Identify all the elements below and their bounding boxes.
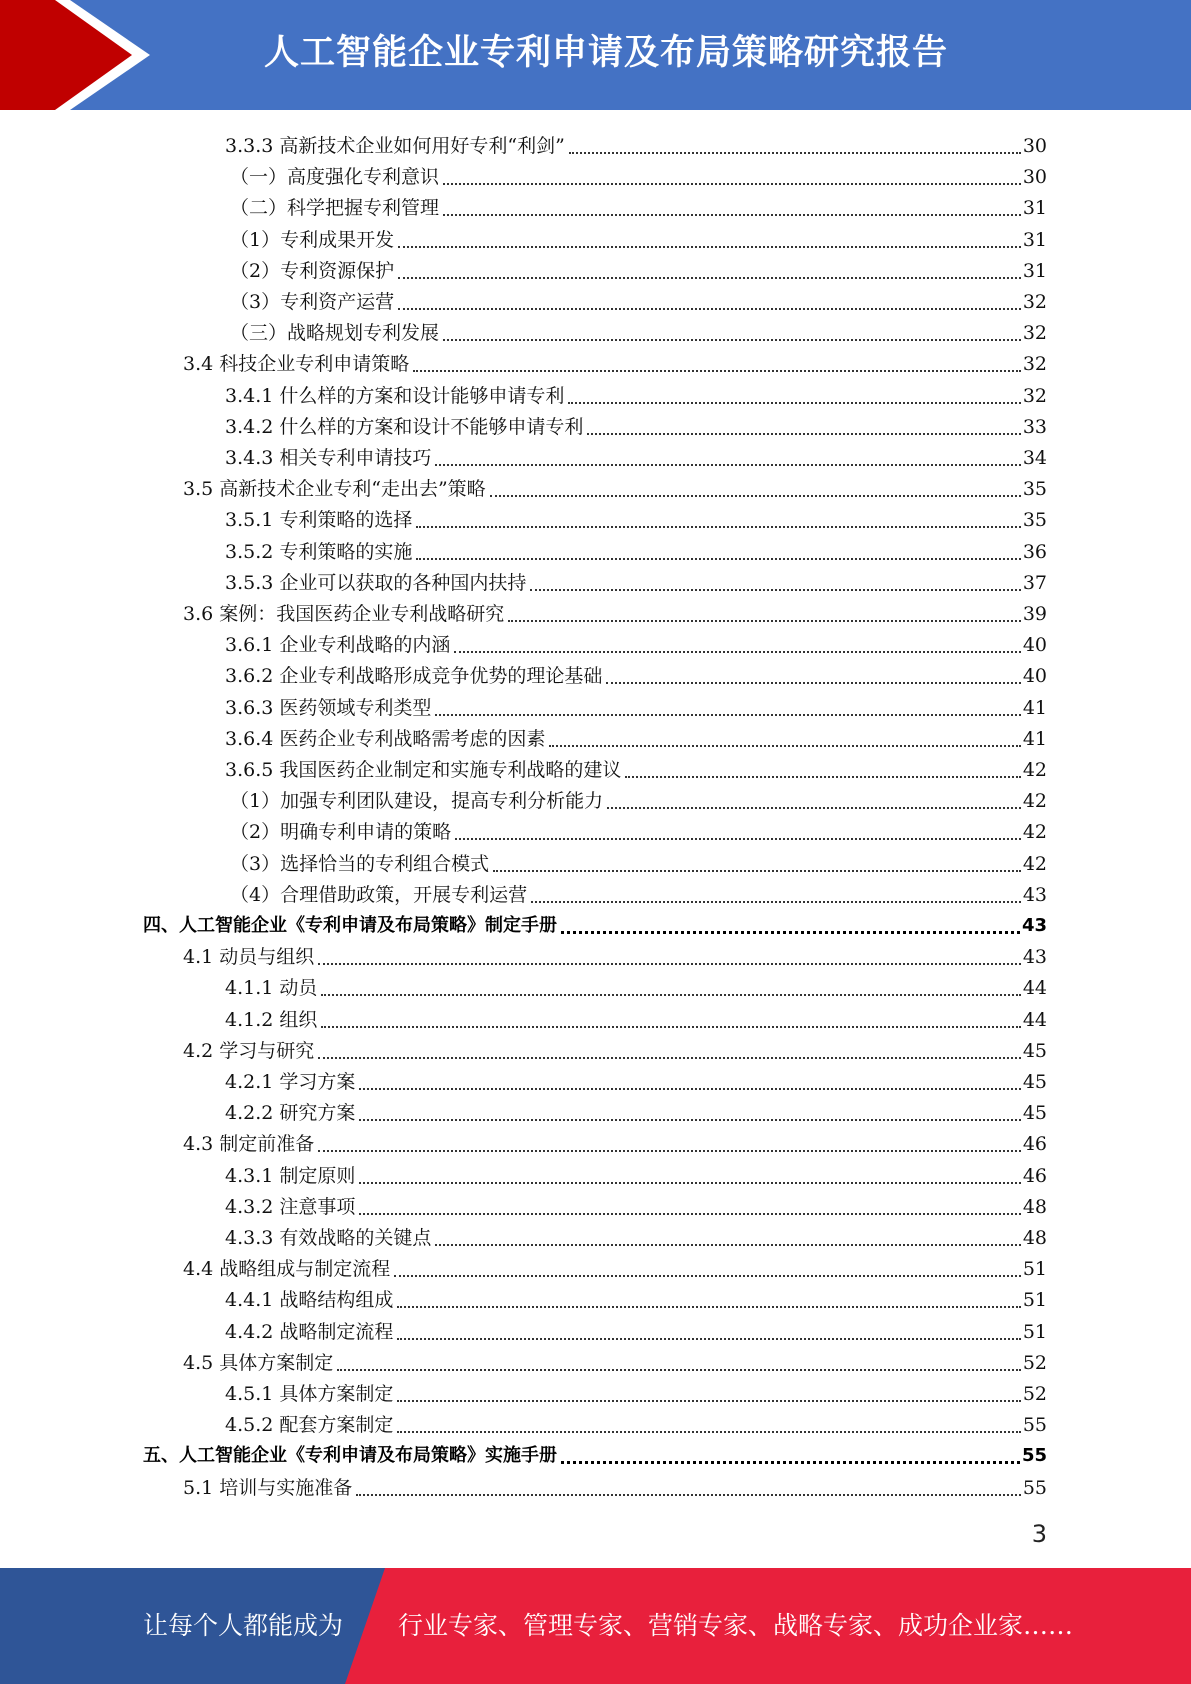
toc-entry-label: 4.2.1 学习方案 [225, 1071, 356, 1093]
toc-entry-label: （2）专利资源保护 [230, 259, 395, 282]
toc-entry-label: （1）加强专利团队建设，提高专利分析能力 [230, 790, 604, 813]
toc-dot-leader [356, 1494, 1021, 1496]
toc-dot-leader [569, 152, 1021, 154]
toc-entry-label: 4.4.2 战略制定流程 [225, 1320, 394, 1343]
toc-dot-leader [530, 589, 1020, 591]
toc-entry-page: 35 [1022, 478, 1047, 501]
toc-dot-leader [398, 277, 1021, 279]
toc-entry-label: 3.4.3 相关专利申请技巧 [225, 447, 432, 469]
toc-entry-page: 31 [1022, 259, 1047, 282]
toc-dot-leader [397, 1431, 1020, 1433]
toc-entry-page: 48 [1022, 1195, 1047, 1218]
toc-entry-page: 55 [1022, 1476, 1047, 1499]
toc-entry-page: 45 [1022, 1102, 1047, 1125]
toc-entry[interactable] [0, 409, 1191, 440]
toc-entry-label: 4.3.1 制定原则 [225, 1164, 356, 1187]
toc-entry-label: 4.5 具体方案制定 [183, 1351, 334, 1374]
chevron-arrow-icon [0, 0, 160, 110]
toc-entry[interactable] [0, 627, 1191, 658]
toc-entry-label: 4.1.1 动员 [225, 977, 318, 1000]
toc-entry-page: 41 [1022, 727, 1047, 750]
toc-entry[interactable] [0, 284, 1191, 315]
toc-entry[interactable] [0, 128, 1191, 159]
toc-entry[interactable] [0, 190, 1191, 221]
footer-slogan-left: 让每个人都能成为 [143, 1611, 344, 1640]
toc-entry-page: 33 [1022, 415, 1047, 438]
toc-entry-label: 4.5.2 配套方案制定 [225, 1414, 394, 1437]
toc-entry-page: 30 [1022, 166, 1047, 189]
toc-entry-label: 4.2.2 研究方案 [225, 1102, 356, 1125]
toc-entry[interactable] [0, 1220, 1191, 1251]
toc-dot-leader [397, 1400, 1020, 1402]
toc-entry-label: （3）选择恰当的专利组合模式 [230, 852, 490, 875]
toc-entry-label: 3.6.3 医药领域专利类型 [225, 696, 432, 719]
toc-entry-page: 39 [1022, 603, 1047, 625]
toc-dot-leader [416, 558, 1020, 560]
toc-entry-page: 43 [1021, 915, 1047, 936]
toc-entry[interactable] [0, 658, 1191, 689]
toc-entry[interactable] [0, 502, 1191, 533]
toc-entry[interactable] [0, 908, 1191, 939]
toc-entry[interactable] [0, 970, 1191, 1001]
toc-dot-leader [359, 1213, 1020, 1215]
toc-dot-leader [454, 651, 1020, 653]
toc-entry-label: 4.1 动员与组织 [183, 946, 315, 969]
toc-entry[interactable] [0, 783, 1191, 814]
toc-entry[interactable] [0, 1095, 1191, 1126]
toc-entry-label: 4.5.1 具体方案制定 [225, 1383, 394, 1405]
toc-entry[interactable] [0, 690, 1191, 721]
toc-entry-label: 3.4.2 什么样的方案和设计不能够申请专利 [225, 415, 584, 438]
toc-dot-leader [435, 1244, 1020, 1246]
toc-entry[interactable] [0, 939, 1191, 970]
toc-entry-label: 3.5.1 专利策略的选择 [225, 509, 413, 532]
toc-dot-leader [397, 1306, 1020, 1308]
toc-entry-page: 45 [1022, 1071, 1047, 1093]
toc-entry-label: 4.2 学习与研究 [183, 1039, 315, 1062]
toc-entry-page: 42 [1022, 821, 1047, 844]
toc-entry-label: 4.1.2 组织 [225, 1008, 318, 1031]
toc-dot-leader [321, 1026, 1020, 1028]
toc-entry[interactable] [0, 1126, 1191, 1157]
toc-entry-page: 40 [1022, 634, 1047, 657]
toc-entry-label: 3.6 案例：我国医药企业专利战略研究 [183, 603, 505, 625]
toc-entry-page: 37 [1022, 571, 1047, 594]
toc-entry[interactable] [0, 1314, 1191, 1345]
toc-entry-label: 3.6.1 企业专利战略的内涵 [225, 634, 451, 657]
toc-entry[interactable] [0, 1158, 1191, 1189]
toc-entry[interactable] [0, 1345, 1191, 1376]
toc-dot-leader [606, 682, 1020, 684]
toc-dot-leader [435, 714, 1020, 716]
toc-entry-label: 4.3.3 有效战略的关键点 [225, 1227, 432, 1249]
footer-banner [0, 1568, 1191, 1684]
toc-entry-label: 3.5 高新技术企业专利“走出去”策略 [183, 478, 486, 501]
toc-entry-page: 32 [1022, 353, 1047, 376]
toc-entry-label: 3.5.2 专利策略的实施 [225, 540, 413, 563]
toc-dot-leader [359, 1119, 1020, 1121]
toc-entry[interactable] [0, 596, 1191, 627]
toc-entry-label: 3.6.5 我国医药企业制定和实施专利战略的建议 [225, 759, 622, 781]
toc-entry-page: 31 [1022, 228, 1047, 251]
toc-entry-page: 51 [1022, 1320, 1047, 1343]
toc-entry-page: 42 [1022, 790, 1047, 813]
toc-entry-page: 42 [1022, 759, 1047, 781]
toc-dot-leader [587, 433, 1020, 435]
toc-dot-leader [568, 402, 1020, 404]
report-title: 人工智能企业专利申请及布局策略研究报告 [264, 33, 949, 73]
toc-entry[interactable] [0, 440, 1191, 471]
toc-dot-leader [607, 807, 1021, 809]
toc-entry[interactable] [0, 253, 1191, 284]
toc-entry-label: （三）战略规划专利发展 [230, 322, 440, 345]
toc-entry-page: 32 [1022, 291, 1047, 313]
toc-dot-leader [397, 1338, 1020, 1340]
toc-dot-leader [318, 1150, 1021, 1152]
toc-entry[interactable] [0, 877, 1191, 908]
toc-entry[interactable] [0, 1033, 1191, 1064]
toc-entry-page: 52 [1022, 1383, 1047, 1405]
toc-entry[interactable] [0, 222, 1191, 253]
toc-dot-leader [318, 1057, 1021, 1059]
toc-entry[interactable] [0, 1407, 1191, 1438]
toc-entry[interactable] [0, 1189, 1191, 1220]
toc-entry-label: （3）专利资产运营 [230, 291, 395, 313]
toc-dot-leader [337, 1369, 1021, 1371]
toc-entry-label: （二）科学把握专利管理 [230, 197, 440, 220]
toc-dot-leader [413, 370, 1021, 372]
toc-dot-leader [443, 214, 1021, 216]
toc-entry-label: （一）高度强化专利意识 [230, 166, 440, 189]
toc-entry-page: 51 [1022, 1289, 1047, 1312]
toc-dot-leader [443, 183, 1021, 185]
toc-entry-page: 44 [1022, 1008, 1047, 1031]
toc-entry-label: 3.3.3 高新技术企业如何用好专利“利剑” [225, 135, 565, 157]
toc-entry-label: （4）合理借助政策，开展专利运营 [230, 883, 528, 906]
toc-entry[interactable] [0, 1064, 1191, 1095]
page-number: 3 [1031, 1520, 1047, 1548]
toc-dot-leader [531, 901, 1021, 903]
toc-entry[interactable] [0, 752, 1191, 783]
toc-entry-label: 4.4.1 战略结构组成 [225, 1289, 394, 1312]
toc-entry-page: 43 [1022, 883, 1047, 906]
toc-entry-page: 43 [1022, 946, 1047, 969]
toc-entry-page: 31 [1022, 197, 1047, 220]
toc-entry-page: 32 [1022, 322, 1047, 345]
toc-entry[interactable] [0, 1282, 1191, 1313]
toc-entry[interactable] [0, 534, 1191, 565]
toc-dot-leader [359, 1088, 1020, 1090]
toc-dot-leader [508, 620, 1021, 622]
toc-entry[interactable] [0, 1470, 1191, 1501]
toc-entry-page: 52 [1022, 1351, 1047, 1374]
toc-entry-page: 34 [1022, 447, 1047, 469]
toc-entry-page: 46 [1022, 1164, 1047, 1187]
toc-entry[interactable] [0, 814, 1191, 845]
toc-entry-label: 五、人工智能企业《专利申请及布局策略》实施手册 [143, 1445, 557, 1467]
toc-dot-leader [359, 1182, 1020, 1184]
toc-entry[interactable] [0, 378, 1191, 409]
toc-dot-leader [561, 1461, 1020, 1464]
toc-entry[interactable] [0, 159, 1191, 190]
toc-dot-leader [398, 308, 1021, 310]
toc-entry-page: 32 [1022, 384, 1047, 407]
toc-dot-leader [490, 495, 1021, 497]
toc-entry-label: 4.3.2 注意事项 [225, 1195, 356, 1218]
toc-entry-page: 41 [1022, 696, 1047, 719]
toc-entry-page: 42 [1022, 852, 1047, 875]
toc-entry-label: 四、人工智能企业《专利申请及布局策略》制定手册 [143, 915, 557, 936]
toc-entry-label: （2）明确专利申请的策略 [230, 821, 452, 844]
header-banner [0, 0, 1191, 110]
toc-dot-leader [443, 339, 1021, 341]
toc-dot-leader [493, 870, 1021, 872]
toc-entry[interactable] [0, 846, 1191, 877]
toc-entry-label: 4.4 战略组成与制定流程 [183, 1258, 391, 1281]
toc-dot-leader [625, 776, 1020, 778]
toc-entry-label: 3.5.3 企业可以获取的各种国内扶持 [225, 571, 527, 594]
toc-entry-label: 3.6.2 企业专利战略形成竞争优势的理论基础 [225, 665, 603, 688]
toc-dot-leader [416, 526, 1020, 528]
toc-entry[interactable] [0, 1251, 1191, 1282]
toc-entry-page: 45 [1022, 1039, 1047, 1062]
toc-entry[interactable] [0, 1376, 1191, 1407]
toc-entry-label: （1）专利成果开发 [230, 228, 395, 251]
toc-entry-label: 3.6.4 医药企业专利战略需考虑的因素 [225, 727, 546, 750]
toc-dot-leader [394, 1275, 1021, 1277]
toc-entry-page: 48 [1022, 1227, 1047, 1249]
toc-entry-page: 55 [1022, 1414, 1047, 1437]
toc-entry-label: 3.4 科技企业专利申请策略 [183, 353, 410, 376]
toc-entry[interactable] [0, 1002, 1191, 1033]
footer-slogan-right: 行业专家、管理专家、营销专家、战略专家、成功企业家…… [398, 1611, 1074, 1640]
toc-entry-page: 35 [1022, 509, 1047, 532]
toc-dot-leader [321, 994, 1020, 996]
toc-dot-leader [398, 246, 1021, 248]
toc-dot-leader [561, 931, 1020, 934]
toc-entry-page: 55 [1021, 1445, 1047, 1467]
toc-dot-leader [455, 838, 1021, 840]
toc-dot-leader [549, 745, 1020, 747]
toc-entry[interactable] [0, 1438, 1191, 1469]
toc-entry-page: 46 [1022, 1133, 1047, 1156]
toc-entry-page: 51 [1022, 1258, 1047, 1281]
toc-entry[interactable] [0, 471, 1191, 502]
toc-entry[interactable] [0, 346, 1191, 377]
toc-dot-leader [435, 464, 1020, 466]
toc-entry-label: 4.3 制定前准备 [183, 1133, 315, 1156]
toc-dot-leader [318, 963, 1021, 965]
toc-entry[interactable] [0, 721, 1191, 752]
toc-entry-page: 40 [1022, 665, 1047, 688]
toc-entry-page: 36 [1022, 540, 1047, 563]
toc-entry-page: 44 [1022, 977, 1047, 1000]
toc-entry[interactable] [0, 565, 1191, 596]
toc-entry-page: 30 [1022, 135, 1047, 157]
toc-entry-label: 3.4.1 什么样的方案和设计能够申请专利 [225, 384, 565, 407]
toc-entry-label: 5.1 培训与实施准备 [183, 1476, 353, 1499]
toc-entry[interactable] [0, 315, 1191, 346]
